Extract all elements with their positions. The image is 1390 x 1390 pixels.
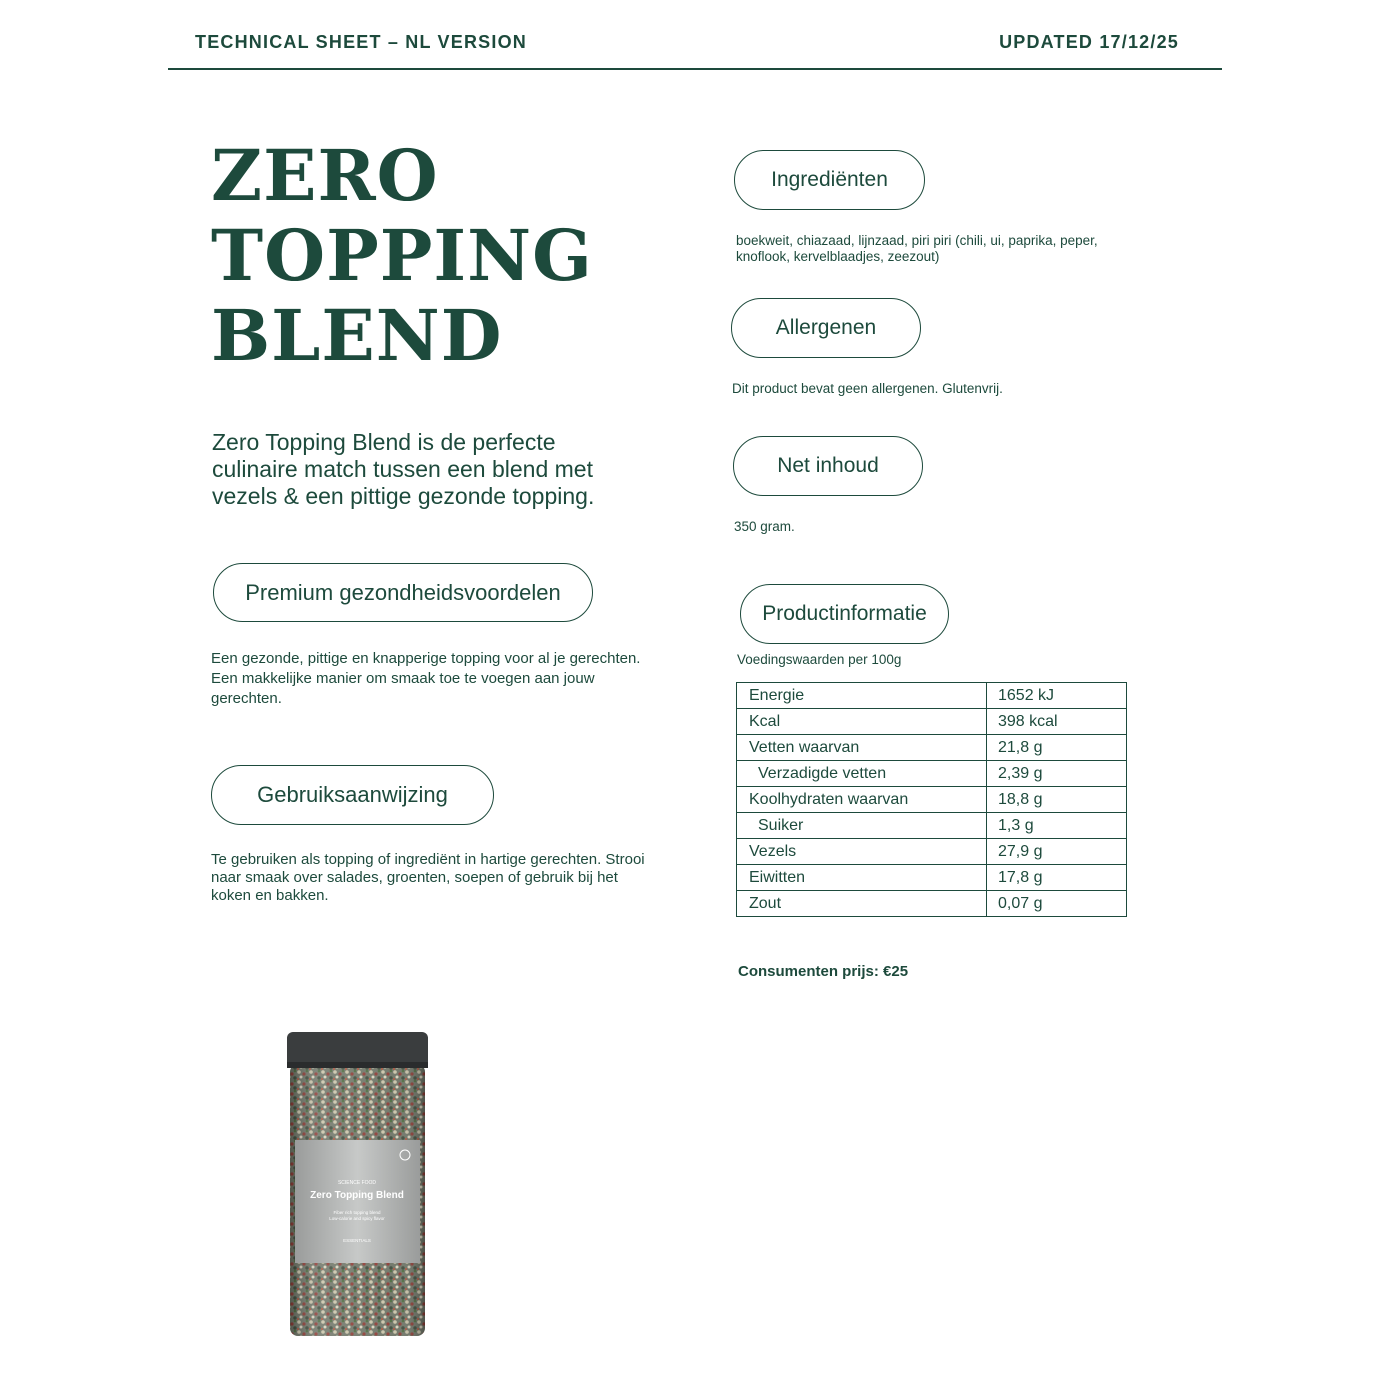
- benefits-text: Een gezonde, pittige en knapperige topping voor al je gerechten. Een makkelijke manier om smaak toe te voegen aan jouw gerechten.: [211, 650, 641, 707]
- nutrient-label: Vezels: [737, 839, 987, 865]
- nutrient-value: 27,9 g: [987, 839, 1127, 865]
- nutrient-label: Energie: [737, 683, 987, 709]
- lead-paragraph: Zero Topping Blend is de perfecte culinaire match tussen een blend met vezels & een pittige gezonde topping.: [212, 429, 595, 509]
- table-row: [737, 709, 1127, 735]
- usage-heading: Gebruiksaanwijzing: [211, 765, 494, 825]
- allergens-text: Dit product bevat geen allergenen. Glutenvrij.: [732, 381, 1003, 396]
- nutrient-label: Zout: [737, 891, 987, 917]
- table-row: [737, 735, 1127, 761]
- header-left-title: TECHNICAL SHEET – NL VERSION: [195, 32, 527, 52]
- nutrient-label: Vetten waarvan: [737, 735, 987, 761]
- title-line-1: ZERO: [211, 134, 439, 217]
- nutrient-label: Suiker: [737, 813, 987, 839]
- jar-product-name: Zero Topping Blend: [310, 1190, 404, 1201]
- nutrient-label: Verzadigde vetten: [737, 761, 987, 787]
- usage-text: Te gebruiken als topping of ingrediënt in hartige gerechten. Strooi naar smaak over salades, groenten, soepen of gebruik bij het koken en bakken.: [211, 851, 645, 904]
- nutrient-value: 0,07 g: [987, 891, 1127, 917]
- nutrient-label: Eiwitten: [737, 865, 987, 891]
- ingredients-text: boekweit, chiazaad, lijnzaad, piri piri (chili, ui, paprika, peper, knoflook, kervelblaadjes, zeezout): [736, 233, 1098, 264]
- table-row: [737, 761, 1127, 787]
- net-content-text: 350 gram.: [734, 519, 795, 534]
- table-row: [737, 813, 1127, 839]
- title-line-3: BLEND: [211, 294, 503, 377]
- nutrient-value: 21,8 g: [987, 735, 1127, 761]
- nutrient-value: 18,8 g: [987, 787, 1127, 813]
- table-row: [737, 891, 1127, 917]
- jar-series: ESSENTIALS: [343, 1238, 371, 1243]
- benefits-heading: Premium gezondheidsvoordelen: [213, 563, 593, 622]
- jar-tagline-2: Low-calorie and spicy flavor: [329, 1216, 385, 1221]
- jar-brand: SCIENCE FOOD: [337, 1180, 377, 1186]
- nutrient-value: 1,3 g: [987, 813, 1127, 839]
- header-updated-date: UPDATED 17/12/25: [999, 32, 1179, 52]
- table-row: [737, 839, 1127, 865]
- net-content-heading: Net inhoud: [733, 436, 923, 496]
- consumer-price: Consumenten prijs: €25: [738, 963, 909, 980]
- allergens-heading: Allergenen: [731, 298, 921, 358]
- product-info-heading: Productinformatie: [740, 584, 949, 644]
- title-line-2: TOPPING: [211, 214, 593, 297]
- header-divider: [168, 68, 1222, 70]
- table-row: [737, 683, 1127, 709]
- table-row: [737, 787, 1127, 813]
- nutrient-value: 17,8 g: [987, 865, 1127, 891]
- nutrient-value: 398 kcal: [987, 709, 1127, 735]
- product-jar-image: [285, 1030, 430, 1340]
- nutrient-label: Koolhydraten waarvan: [737, 787, 987, 813]
- page-title: [211, 136, 593, 376]
- table-row: [737, 865, 1127, 891]
- ingredients-heading: Ingrediënten: [734, 150, 925, 210]
- nutrient-value: 1652 kJ: [987, 683, 1127, 709]
- nutrition-subtitle: Voedingswaarden per 100g: [737, 652, 902, 667]
- nutrient-value: 2,39 g: [987, 761, 1127, 787]
- nutrient-label: Kcal: [737, 709, 987, 735]
- jar-tagline-1: Fiber rich topping blend: [333, 1210, 381, 1215]
- nutrition-table: [736, 682, 1127, 917]
